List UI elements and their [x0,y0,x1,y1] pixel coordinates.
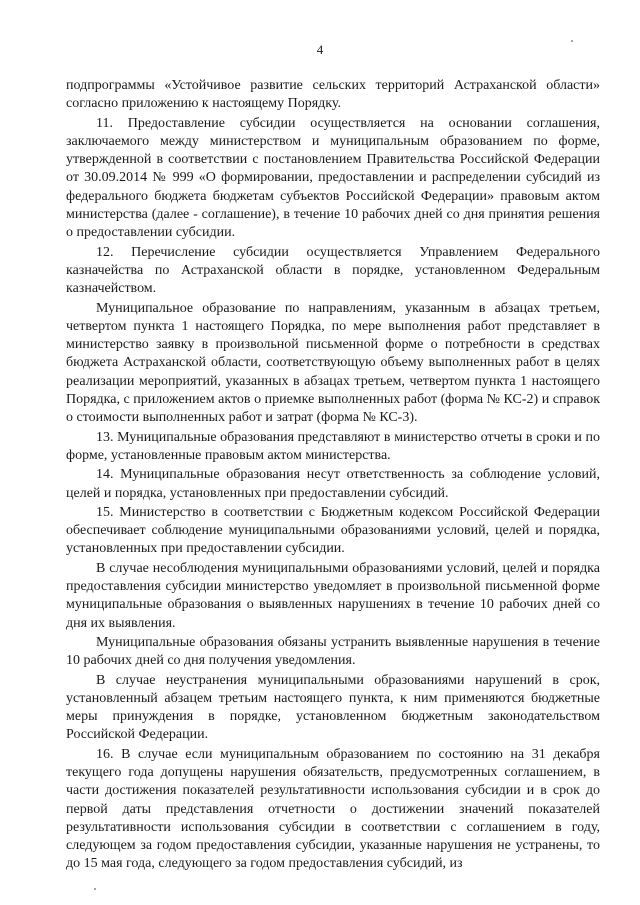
paragraph-item-14: 14. Муниципальные образования несут ответственность за соблюдение условий, целей и порядка, установленных при предоставлении субсидий. [66,467,600,501]
paragraph-item-11: 11. Предоставление субсидии осуществляется на основании соглашения, заключаемого между министерством и муниципальным образованием по форме, утвержденной в соответствии с постановлением Правительства Российской Федерации от 30.09.2014 № 999 «О формировании, предоставлении и распределении субсидий из федерального бюджета бюджетам субъектов Российской Федерации» правовым актом министерства (далее - соглашение), в течение 10 рабочих дней со дня принятия решения о предоставлении субсидии. [66,115,600,241]
document-body [66,77,600,874]
paragraph-item-15-enforcement: В случае неустранения муниципальными образованиями нарушений в срок, установленный абзацем третьим настоящего пункта, к ним применяются бюджетные меры принуждения в порядке, установленном бюджетным законодательством Российской Федерации. [66,672,600,743]
scan-speck-bottom-left [94,888,96,890]
paragraph-item-15: 15. Министерство в соответствии с Бюджетным кодексом Российской Федерации обеспечивает соблюдение муниципальными образованиями условий, целей и порядка, установленных при предоставлении субсидии. [66,504,600,557]
page-number: 4 [316,42,324,57]
scan-speck-top-right [571,40,573,42]
paragraph-item-12-application: Муниципальное образование по направлениям, указанным в абзацах третьем, четвертом пункта 1 настоящего Порядка, по мере выполнения работ представляет в министерство заявку в произвольной письменной форме о потребности в средствах бюджета Астраханской области, соответствующую объему выполненных работ в целях реализации мероприятий, указанных в абзацах третьем, четвертом пункта 1 настоящего Порядка, с приложением актов о приемке выполненных работ (форма № КС-2) и справок о стоимости выполненных работ и затрат (форма № КС-3). [66,300,600,426]
paragraph-continuation: подпрограммы «Устойчивое развитие сельских территорий Астраханской области» согласно приложению к настоящему Порядку. [66,78,600,112]
paragraph-item-12: 12. Перечисление субсидии осуществляется Управлением Федерального казначейства по Астраханской области в порядке, установленном Федеральным казначейством. [66,244,600,297]
paragraph-item-15-notice: В случае несоблюдения муниципальными образованиями условий, целей и порядка предоставления субсидии министерство уведомляет в произвольной письменной форме муниципальные образования о выявленных нарушениях в течение 10 рабочих дней со дня их выявления. [66,560,600,631]
paragraph-item-13: 13. Муниципальные образования представляют в министерство отчеты в сроки и по форме, установленные правовым актом министерства. [66,429,600,463]
paragraph-item-16: 16. В случае если муниципальным образованием по состоянию на 31 декабря текущего года допущены нарушения обязательств, предусмотренных соглашением, в части достижения показателей результативности использования субсидии и в срок до первой даты представления отчетности о достижении значений показателей результативности использования субсидии в соответствии с соглашением в году, следующем за годом предоставления субсидии, указанные нарушения не устранены, то до 15 мая года, следующего за годом предоставления субсидий, из [66,746,600,872]
paragraph-item-15-obligation: Муниципальные образования обязаны устранить выявленные нарушения в течение 10 рабочих дней со дня получения уведомления. [66,634,600,669]
